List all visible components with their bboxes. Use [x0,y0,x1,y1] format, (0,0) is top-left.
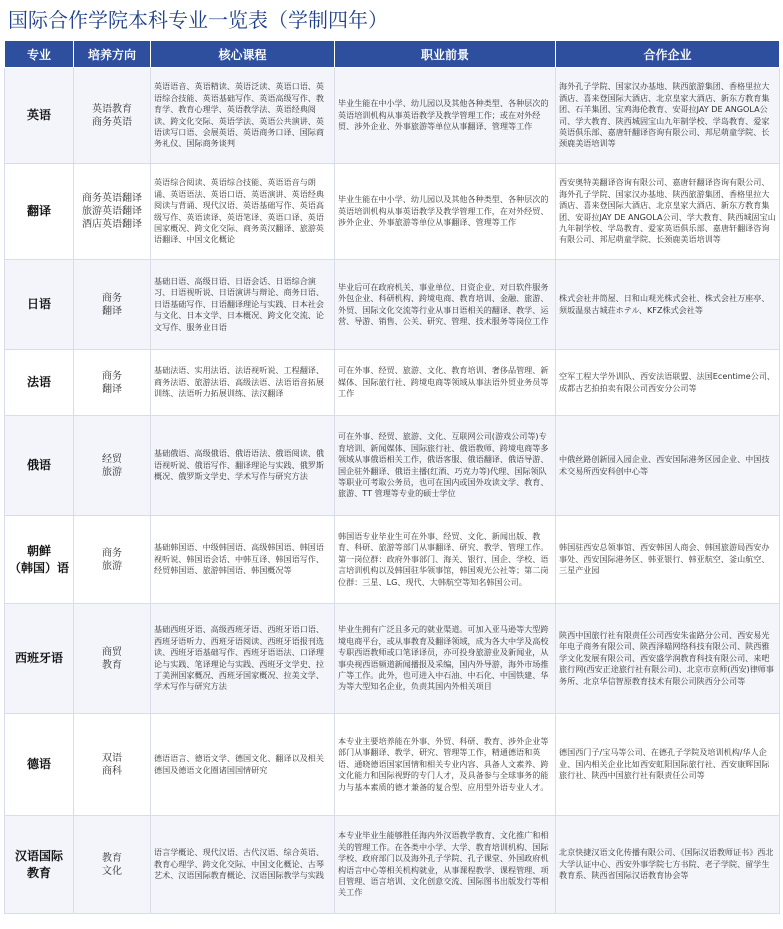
partner-companies: 陕西中国旅行社有限责任公司西安朱雀路分公司、西安易光年电子商务有限公司、陕西泽喵网络科技有限公司、陕西雅学文化发展有限公司、西安盛学润教育科技有限公司、来吧旅行网(西安正途旅行社有限公司)、北京市京师(西安)律师事务所、北京华信智原教育技术有限公司陕西分公司等 [556,604,780,714]
major-name: 日语 [5,260,74,350]
core-courses: 语言学概论、现代汉语、古代汉语、综合英语、教育心理学、跨文化交际、中国文化概论、古琴艺术、汉语国际教育概论、汉语国际教学与实践 [151,816,335,914]
training-direction: 商务 翻译 [74,350,151,416]
partner-companies: 德国西门子/宝马等公司、在德孔子学院及培训机构/华人企业、国内相关企业比如西安虹阳国际旅行社、西安康辉国际旅行社、陕西中国旅行社有限责任公司等 [556,714,780,816]
major-name: 汉语国际 教育 [5,816,74,914]
table-row [5,516,780,604]
table-row [5,416,780,516]
major-name: 朝鲜 （韩国）语 [5,516,74,604]
table-row [5,350,780,416]
training-direction: 商务英语翻译 旅游英语翻译 酒店英语翻译 [74,164,151,260]
career-prospects: 本专业主要培养能在外事、外贸、科研、教育、涉外企业等部门从事翻译、教学、研究、管理等工作，精通德语和英语、通晓德语国家国情和相关专业内容、具备人文素养、跨文化能力和国际视野的专门人才，及具备参与全球事务的能力与基本素质的德才兼备的复合型、应用型外语专业人才。 [335,714,556,816]
table-row [5,68,780,164]
major-name: 西班牙语 [5,604,74,714]
major-name: 俄语 [5,416,74,516]
partner-companies: 海外孔子学院、国家汉办基地、陕西旅游集团、香格里拉大酒店、喜来登国际大酒店、北京皇家大酒店、新东方教育集团、石羊集团、宝鸡海伦教育、安哥拉JAY DE ANGOLA公司、学大教育、陕西城固宝山九年制学校、学岛教育、爱家英语俱乐部、嘉唐轩翻译咨询有限公司、邦尼萌童学院、长颈鹿美语培训等 [556,68,780,164]
major-name: 翻译 [5,164,74,260]
career-prospects: 毕业生能在中小学、幼儿园以及其他各种类型、各种层次的英语培训机构从事英语教学及教学管理工作，在对外经贸、涉外企业、外事旅游等单位从事翻译、管理等工作 [335,164,556,260]
training-direction: 商务 翻译 [74,260,151,350]
training-direction: 经贸 旅游 [74,416,151,516]
partner-companies: 西安奥特美翻译咨询有限公司、嘉唐轩翻译咨询有限公司、海外孔子学院、国家汉办基地、陕西旅游集团、香格里拉大酒店、喜来登国际大酒店、北京皇家大酒店、新东方教育集团、安哥拉JAY DE ANGOLA公司、学大教育、陕西城固宝山九年制学校、学岛教育、爱家英语俱乐部、嘉唐轩翻译咨询有限公司、邦尼萌童学院、长颈鹿美语培训等 [556,164,780,260]
core-courses: 基础西班牙语、高级西班牙语、西班牙语口语、西班牙语听力、西班牙语阅读、西班牙语报刊选读、西班牙语基础写作、西班牙语语法、口译理论与实践、笔译理论与实践、西班牙文学史、拉丁美洲国家概况、西班牙国家概况、拉美文学、学术写作与研究方法 [151,604,335,714]
core-courses: 基础法语、实用法语、法语视听说、工程翻译、商务法语、旅游法语、高级法语、法语语音拓展训练、法语听力拓展训练、法汉翻译 [151,350,335,416]
career-prospects: 可在外事、经贸、旅游、文化、互联网公司(游戏公司等)专育培训、新闻媒体、国际旅行社、俄语教师、跨境电商等多领域从事俄语相关工作，俄语客服、俄语翻译、俄语导游、国企驻外翻译、俄语主播(红酒、巧克力等)代理、国际领队等职业可考取公务员，也可在国内或国外攻读文学、教育、旅游、TT 管理等专业的硕士学位 [335,416,556,516]
core-courses: 基础日语、高级日语、日语会话、日语综合演习、日语视听说、日语演讲与辩论、商务日语、日语基础写作、日语翻译理论与实践、日本社会与文化、日本文学、日本概况、跨文化交流、论文写作、服务业日语 [151,260,335,350]
header-direction: 培养方向 [74,41,151,68]
core-courses: 英语语音、英语精读、英语泛读、英语口语、英语综合技能、英语基础写作、英语高级写作、教育学、教育心理学、英语教学法、英语经典阅读、跨文化交际、英语学法、英语公共演讲、英语读写口语、会展英语、英语商务口译、国际商务礼仪、国际商务谈判 [151,68,335,164]
header-courses: 核心课程 [151,41,335,68]
training-direction: 双语 商科 [74,714,151,816]
header-major: 专业 [5,41,74,68]
training-direction: 教育 文化 [74,816,151,914]
career-prospects: 毕业生拥有广泛且多元的就业渠道。可加入亚马逊等大型跨境电商平台，或从事教育及翻译领域，成为各大中学及高校专职西语教师或口笔译译员，亦可投身旅游业及新闻业，从事央视西语频道新闻播报及采编，国内外导游，海外市场推广等工作。此外，也可进入中石油、中石化、中国铁建、华为等大型知名企业，负责其国内外相关项目 [335,604,556,714]
table-row [5,714,780,816]
partner-companies: 空军工程大学外训队、西安法语联盟、法国Ecentime公司、成都古艺拍拍卖有限公司西安分公司等 [556,350,780,416]
table-header-row [5,41,780,68]
header-partners: 合作企业 [556,41,780,68]
table-row [5,816,780,914]
majors-table [4,40,780,914]
core-courses: 英语综合阅读、英语综合技能、英语语音与朗诵、英语语法、英语口语、英语演讲、英语经典阅读与背诵、现代汉语、英语基础写作、英语高级写作、英语读译、英语笔译、英语口译、英语国家概况、跨文化交际、商务英汉翻译、旅游英语翻译、中国文化概论 [151,164,335,260]
header-prospects: 职业前景 [335,41,556,68]
partner-companies: 中俄丝路创新园入园企业、西安国际港务区园企业、中国技术交易所西安科创中心等 [556,416,780,516]
table-row [5,604,780,714]
career-prospects: 可在外事、经贸、旅游、文化、教育培训、奢侈品管理、新媒体、国际旅行社、跨境电商等领域从事法语外贸业务员等工作 [335,350,556,416]
major-name: 德语 [5,714,74,816]
core-courses: 基础俄语、高级俄语、俄语语法、俄语阅读、俄语视听说、俄语写作、翻译理论与实践、俄罗斯概况、俄罗斯文学史、学术写作与研究方法 [151,416,335,516]
training-direction: 英语教育 商务英语 [74,68,151,164]
career-prospects: 韩国语专业毕业生可在外事、经贸、文化、新闻出版、教育、科研、旅游等部门从事翻译、研究、教学、管理工作。第一岗位群：政府外事部门、海关、银行、国企、学校、语言培训机构以及韩国驻华领事馆，韩国观光公社等；第二岗位群：三星、LG、现代、大韩航空等知名韩国公司。 [335,516,556,604]
table-row [5,260,780,350]
core-courses: 德语语言、德语文学、德国文化、翻译以及相关德国及德语文化圈诸国国情研究 [151,714,335,816]
training-direction: 商务 旅游 [74,516,151,604]
partner-companies: 北京快捷汉语文化传播有限公司、《国际汉语教师证书》西北大学认证中心、西安外事学院七方书院、老子学院、留学生教育系、陕西省国际汉语教育协会等 [556,816,780,914]
core-courses: 基础韩国语、中级韩国语、高级韩国语、韩国语视听说、韩国语会话、中韩互译、韩国语写作、经贸韩国语、旅游韩国语、韩国概况等 [151,516,335,604]
major-name: 法语 [5,350,74,416]
major-name: 英语 [5,68,74,164]
table-row [5,164,780,260]
career-prospects: 毕业生能在中小学、幼儿园以及其他各种类型、各种层次的英语培训机构从事英语教学及教学管理工作；或在对外经贸、涉外企业、外事旅游等单位从事翻译、管理等工作 [335,68,556,164]
training-direction: 商贸 教育 [74,604,151,714]
partner-companies: 韩国驻西安总领事馆、西安韩国人商会、韩国旅游局西安办事处、西安国际港务区、韩亚银行、韩亚航空、釜山航空、三星产业园 [556,516,780,604]
career-prospects: 毕业后可在政府机关、事业单位、日资企业、对日软件服务外包企业、科研机构、跨境电商、教育培训、金融、旅游、外贸、国际文化交流等行业从事日语相关的翻译、教学、运营、导游、销售、公关、研究、管理、技术服务等岗位工作 [335,260,556,350]
partner-companies: 株式会社井筒屋、日和山观光株式会社、株式会社万座亭、须坂温泉古城荘ホテル、KFZ株式会社等 [556,260,780,350]
career-prospects: 本专业毕业生能够胜任海内外汉语教学教育、文化推广和相关的管理工作。在各类中小学、大学、教育培训机构、国际学校、政府部门以及海外孔子学院、孔子课堂、外国政府机构语言中心等相关机构就业，从事课程教学、课程管理、项目管理、语言培训、文化创意交流、国际图书出版发行等相关工作 [335,816,556,914]
page-title: 国际合作学院本科专业一览表（学制四年） [8,8,388,32]
